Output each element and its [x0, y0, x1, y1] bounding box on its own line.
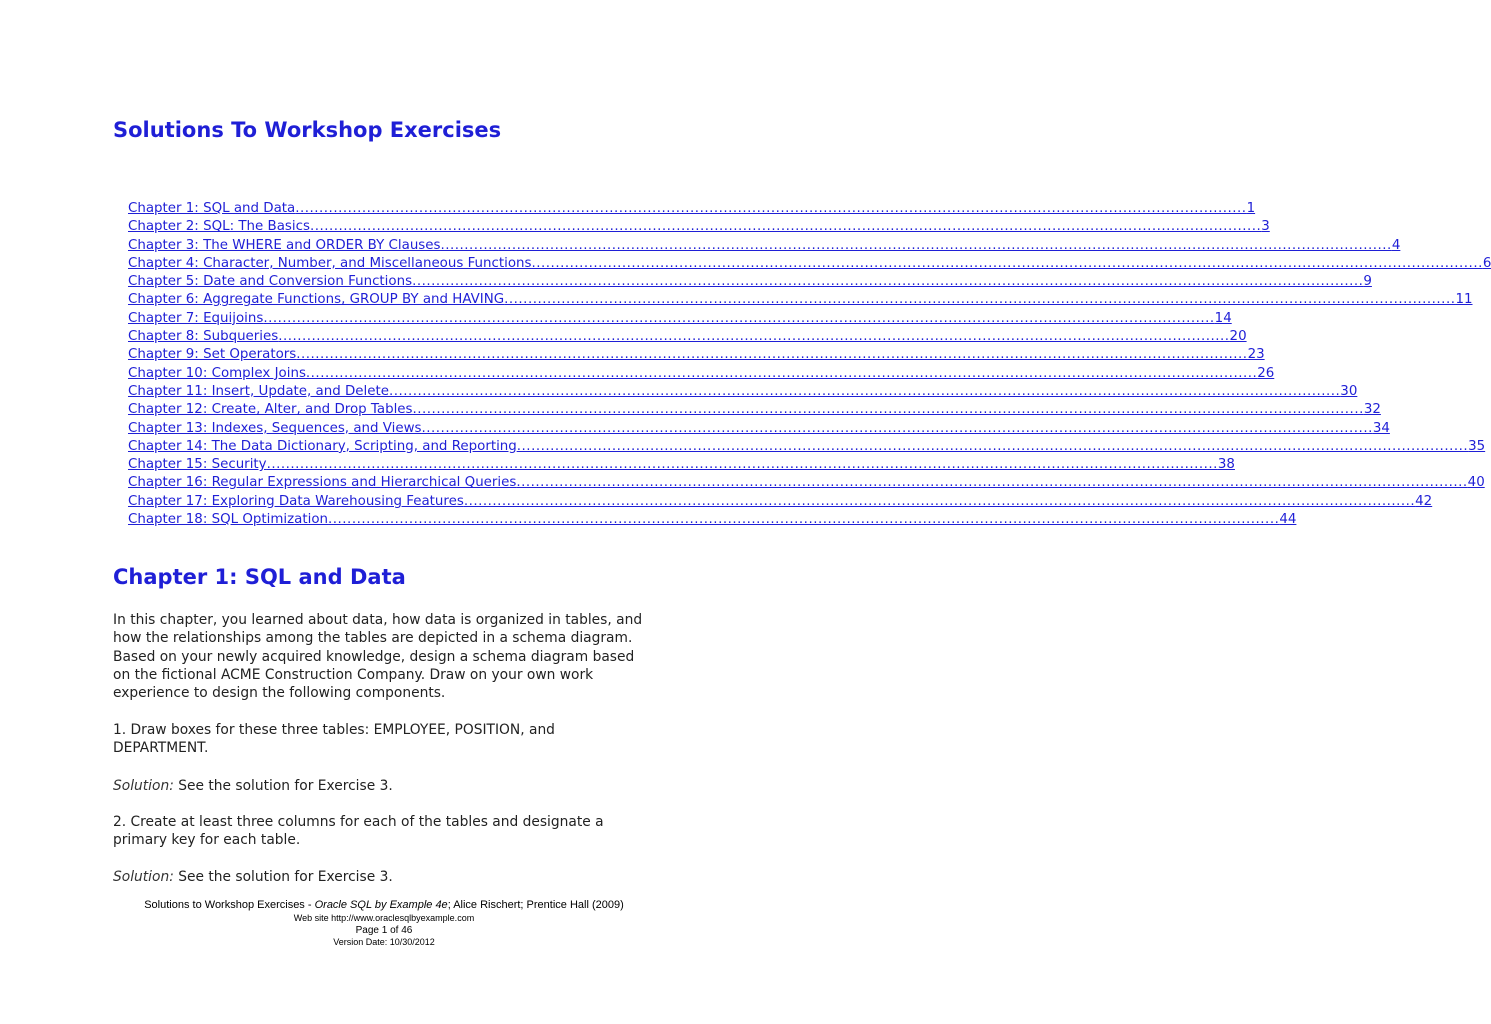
toc-entry-page: 42 [1415, 493, 1433, 509]
toc-entry-title: Chapter 17: Exploring Data Warehousing Features [128, 493, 464, 509]
toc-entry-title: Chapter 1: SQL and Data [128, 201, 296, 216]
toc-leader: ........................................................................................................................................................................................................ [463, 493, 1416, 509]
chapter-heading: Chapter 1: SQL and Data [113, 565, 406, 589]
toc-entry-title: Chapter 12: Create, Alter, and Drop Tables [128, 402, 413, 418]
toc-leader: ........................................................................................................................................................................................................ [309, 219, 1262, 235]
toc-entry-title: Chapter 15: Security [128, 457, 267, 473]
toc-entry-page: 44 [1279, 512, 1297, 528]
toc-leader: ........................................................................................................................................................................................................ [278, 329, 1230, 345]
toc-entry-page: 32 [1363, 402, 1381, 418]
toc-leader: ........................................................................................................................................................................................................ [516, 475, 1468, 491]
toc-entry-page: 34 [1372, 420, 1390, 436]
solution-label: Solution: [113, 778, 174, 794]
toc-entry-title: Chapter 2: SQL: The Basics [128, 219, 310, 235]
toc-entry-page: 9 [1363, 274, 1372, 290]
toc-entry[interactable] [128, 365, 1275, 383]
toc-entry[interactable] [128, 273, 1372, 291]
footer-citation-prefix: Solutions to Workshop Exercises - [144, 899, 315, 911]
toc-entry[interactable] [128, 328, 1247, 346]
toc-leader: ........................................................................................................................................................................................................ [305, 365, 1258, 381]
toc-entry-title: Chapter 7: Equijoins [128, 310, 264, 326]
footer-book-title: Oracle SQL by Example 4e [314, 899, 448, 911]
toc-entry-page: 26 [1257, 365, 1275, 381]
toc-entry[interactable] [128, 456, 1235, 474]
toc-leader: ........................................................................................................................................................................................................ [296, 347, 1248, 363]
toc-entry-page: 35 [1468, 438, 1486, 454]
toc-entry[interactable] [128, 511, 1297, 529]
toc-entry-title: Chapter 5: Date and Conversion Functions [128, 274, 413, 290]
toc-leader: ........................................................................................................................................................................................................ [388, 383, 1341, 399]
document-title: Solutions To Workshop Exercises [113, 118, 502, 142]
toc-entry-page: 20 [1229, 329, 1247, 345]
toc-leader: ........................................................................................................................................................................................................ [440, 237, 1392, 253]
toc-entry-page: 23 [1247, 347, 1265, 363]
footer-website: Web site http://www.oraclesqlbyexample.com [293, 913, 475, 923]
toc-entry-title: Chapter 4: Character, Number, and Miscellaneous Functions [128, 255, 532, 271]
toc-entry-title: Chapter 10: Complex Joins [128, 365, 306, 381]
toc-entry[interactable] [128, 346, 1265, 364]
exercise-2-text: 2. Create at least three columns for each of the tables and designate a primary key for each table. [113, 814, 604, 849]
toc-entry[interactable] [128, 310, 1232, 328]
toc-entry-page: 38 [1217, 457, 1235, 473]
toc-leader: ........................................................................................................................................................................................................ [266, 457, 1218, 473]
toc-entry-title: Chapter 18: SQL Optimization [128, 512, 329, 528]
footer-citation-suffix: ; Alice Rischert; Prentice Hall (2009) [447, 899, 624, 911]
toc-entry-page: 6 [1482, 255, 1491, 271]
toc-entry-page: 11 [1455, 292, 1473, 308]
toc-entry-page: 1 [1246, 201, 1256, 216]
toc-leader: ........................................................................................................................................................................................................ [263, 310, 1215, 326]
toc-entry[interactable] [128, 237, 1401, 255]
solution-text: See the solution for Exercise 3. [173, 869, 393, 885]
footer-version-date: Version Date: 10/30/2012 [333, 937, 435, 947]
solution-2-paragraph [113, 868, 653, 886]
solution-text: See the solution for Exercise 3. [173, 778, 393, 794]
toc-entry[interactable] [128, 200, 1256, 218]
toc-entry-title: Chapter 9: Set Operators [128, 347, 297, 363]
toc-entry-title: Chapter 14: The Data Dictionary, Scripting, and Reporting [128, 438, 517, 454]
toc-leader: ........................................................................................................................................................................................................ [421, 420, 1373, 436]
exercise-1-text: 1. Draw boxes for these three tables: EMPLOYEE, POSITION, and DEPARTMENT. [113, 722, 555, 757]
toc-entry-title: Chapter 3: The WHERE and ORDER BY Clauses [128, 237, 441, 253]
toc-leader: ........................................................................................................................................................................................................ [531, 255, 1483, 271]
toc-leader: ........................................................................................................................................................................................................ [412, 274, 1364, 290]
table-of-contents [128, 200, 1491, 529]
solution-label: Solution: [113, 869, 174, 885]
toc-entry[interactable] [128, 420, 1390, 438]
toc-entry-title: Chapter 13: Indexes, Sequences, and Views [128, 420, 422, 436]
toc-entry-page: 40 [1467, 475, 1485, 491]
toc-leader: ........................................................................................................................................................................................................ [412, 402, 1364, 418]
toc-entry[interactable] [128, 401, 1381, 419]
toc-entry-title: Chapter 16: Regular Expressions and Hierarchical Queries [128, 475, 517, 491]
toc-leader: ........................................................................................................................................................................................................ [504, 292, 1456, 308]
toc-entry[interactable] [128, 218, 1270, 236]
toc-entry-title: Chapter 6: Aggregate Functions, GROUP BY and HAVING [128, 292, 505, 308]
chapter-intro-paragraph: In this chapter, you learned about data, how data is organized in tables, and how the relationships among the tables are depicted in a schema diagram. Based on your newly acquired knowledge, design a schema diagram based on the fictional ACME Construction Company. Draw on your own work experience to design the following components. [113, 612, 643, 702]
toc-entry[interactable] [128, 291, 1473, 309]
toc-entry[interactable] [128, 255, 1491, 273]
toc-entry[interactable] [128, 383, 1358, 401]
toc-leader: ........................................................................................................................................................................................................ [328, 512, 1280, 528]
footer-book-citation [0, 899, 768, 911]
toc-entry[interactable] [128, 474, 1485, 492]
toc-entry-page: 14 [1214, 310, 1232, 326]
toc-entry-page: 30 [1340, 383, 1358, 399]
toc-entry-page: 4 [1391, 237, 1401, 253]
toc-entry[interactable] [128, 493, 1433, 511]
solution-1-paragraph [113, 777, 653, 795]
footer-page-number: Page 1 of 46 [355, 925, 413, 936]
toc-leader: ........................................................................................................................................................................................................ [295, 201, 1247, 216]
toc-entry-page: 3 [1261, 219, 1270, 235]
toc-leader: ........................................................................................................................................................................................................ [516, 438, 1469, 454]
toc-entry[interactable] [128, 438, 1486, 456]
toc-entry-title: Chapter 11: Insert, Update, and Delete [128, 383, 389, 399]
toc-entry-title: Chapter 8: Subqueries [128, 329, 279, 345]
